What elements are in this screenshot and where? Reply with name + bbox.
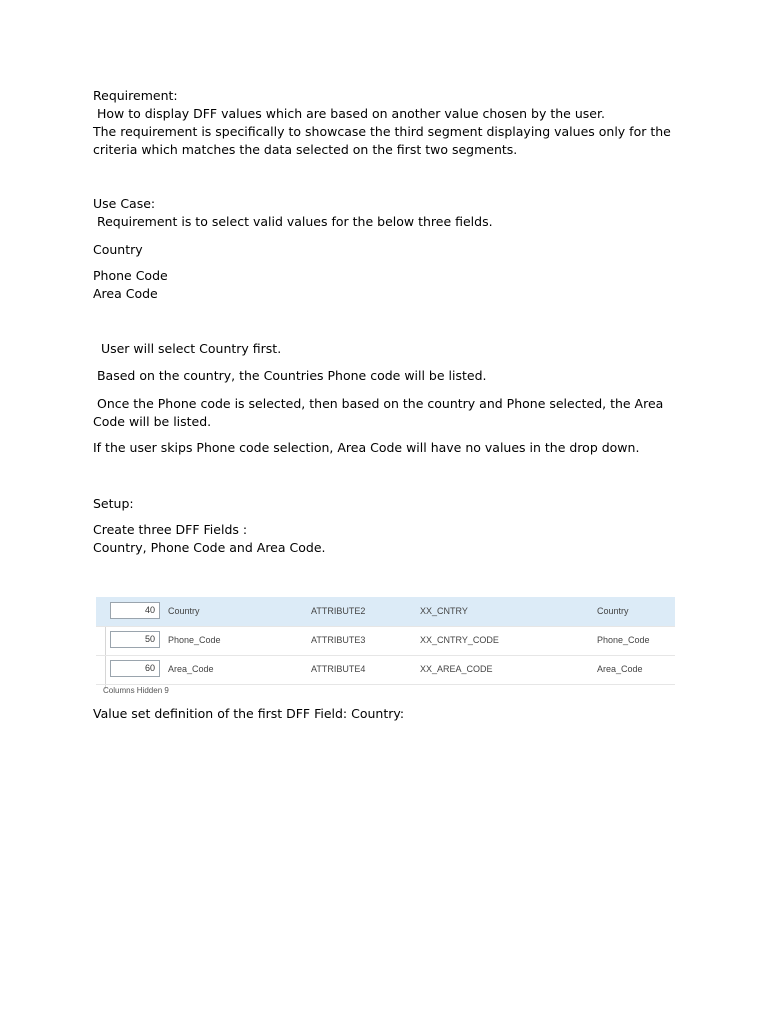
sequence-field[interactable]: 40 [110, 602, 160, 619]
requirement-line-1: How to display DFF values which are based on another value chosen by the user. [93, 106, 605, 121]
step-2: Based on the country, the Countries Phone code will be listed. [93, 368, 487, 383]
segment-name: Area_Code [168, 664, 214, 674]
field-phone-code: Phone Code [93, 268, 168, 283]
prompt: Country [597, 606, 629, 616]
table-column: ATTRIBUTE3 [311, 635, 366, 645]
value-set-caption: Value set definition of the first DFF Field: Country: [93, 706, 405, 721]
table-row[interactable] [96, 597, 675, 627]
prompt: Phone_Code [597, 635, 650, 645]
field-area-code: Area Code [93, 286, 158, 301]
sequence-field[interactable]: 60 [110, 660, 160, 677]
step-3: Once the Phone code is selected, then based on the country and Phone selected, the Area Code will be listed. [93, 396, 668, 429]
requirement-line-2: The requirement is specifically to showcase the third segment displaying values only for the criteria which matches the data selected on the first two segments. [93, 124, 675, 157]
segments-table-screenshot [96, 597, 675, 696]
value-set: XX_AREA_CODE [420, 664, 493, 674]
prompt: Area_Code [597, 664, 643, 674]
field-country: Country [93, 242, 143, 257]
setup-line-2: Country, Phone Code and Area Code. [93, 540, 326, 555]
value-set: XX_CNTRY_CODE [420, 635, 499, 645]
value-set: XX_CNTRY [420, 606, 468, 616]
table-column: ATTRIBUTE2 [311, 606, 366, 616]
step-1: User will select Country first. [93, 341, 282, 356]
use-case-heading: Use Case: [93, 196, 156, 211]
sequence-field[interactable]: 50 [110, 631, 160, 648]
setup-line-1: Create three DFF Fields : [93, 522, 248, 537]
use-case-line-1: Requirement is to select valid values for the below three fields. [93, 214, 493, 229]
table-row[interactable] [96, 655, 675, 685]
table-row[interactable] [96, 626, 675, 656]
step-4: If the user skips Phone code selection, Area Code will have no values in the drop down. [93, 440, 640, 455]
setup-heading: Setup: [93, 496, 134, 511]
segment-name: Phone_Code [168, 635, 221, 645]
columns-hidden-note: Columns Hidden 9 [103, 686, 169, 695]
table-column: ATTRIBUTE4 [311, 664, 366, 674]
segment-name: Country [168, 606, 200, 616]
requirement-heading: Requirement: [93, 88, 178, 103]
